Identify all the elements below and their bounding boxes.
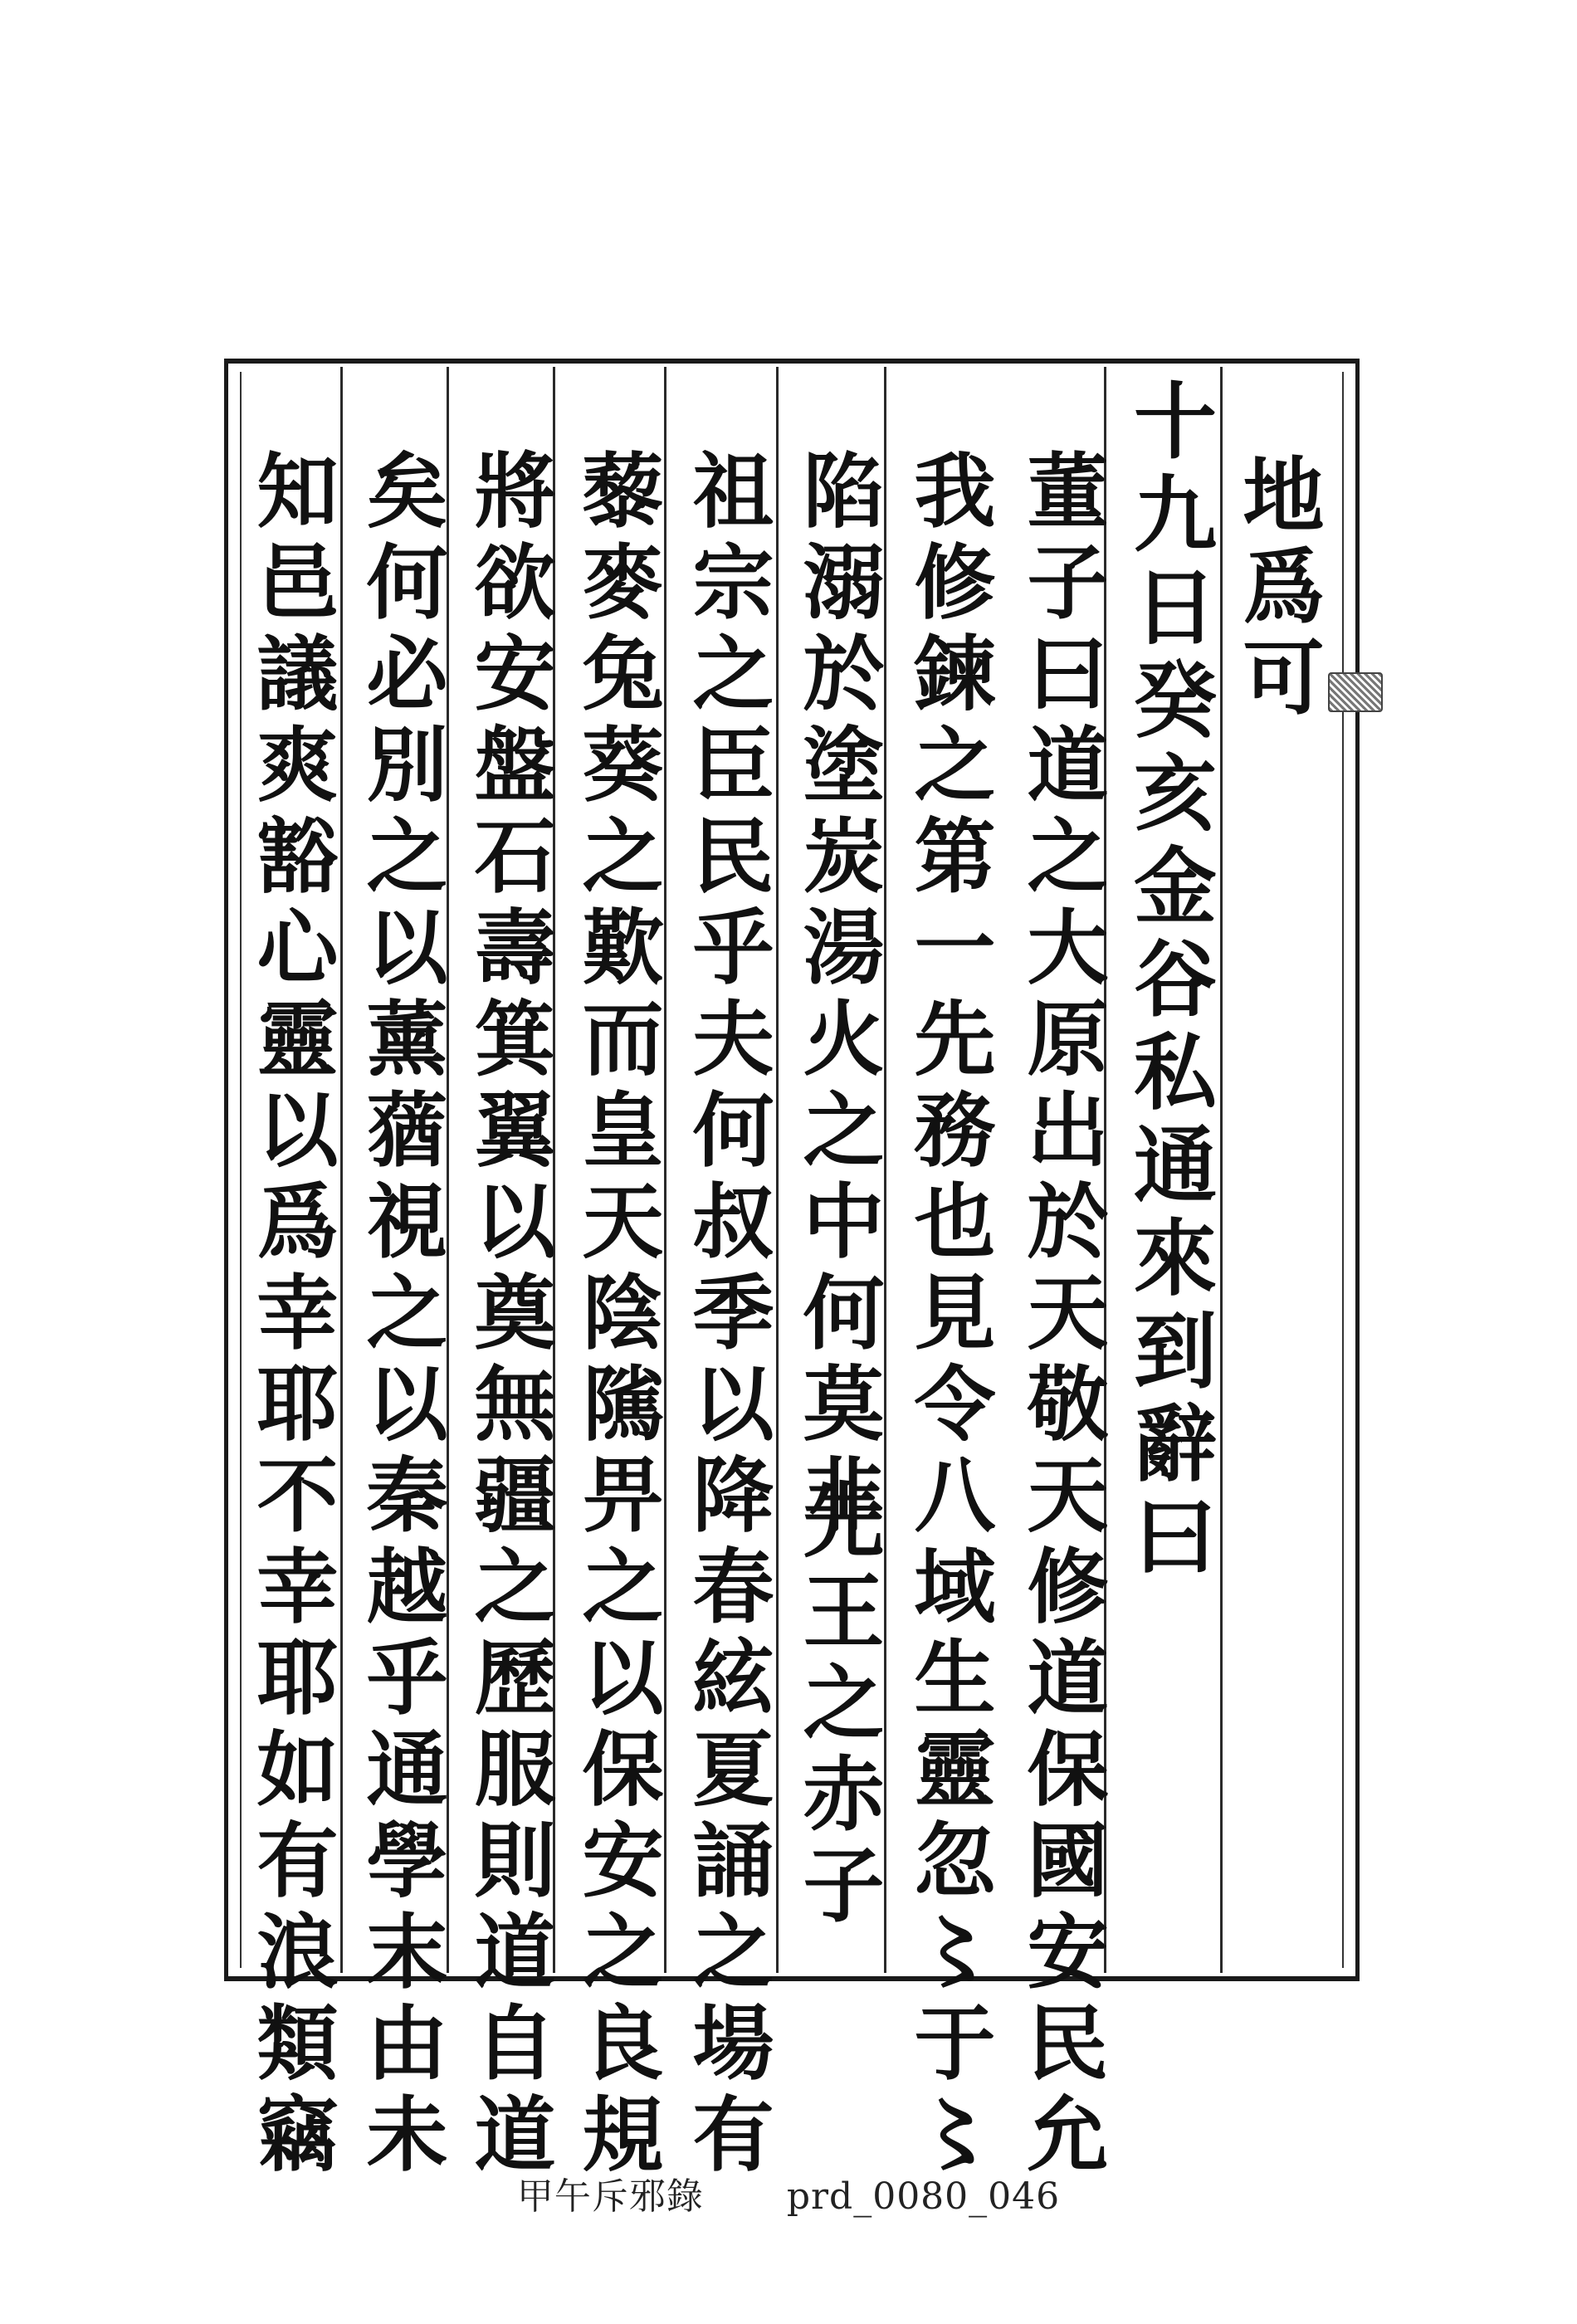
column-rule bbox=[776, 367, 779, 1973]
text-column-6: 祖宗之臣民乎夫何叔季以降春絃夏誦之場有 bbox=[679, 448, 774, 2183]
column-rule bbox=[340, 367, 343, 1973]
text-column-3: 董子曰道之大原出於天敬天修道保國安民允 bbox=[1013, 448, 1109, 2183]
text-column-1: 地爲可 bbox=[1229, 452, 1325, 726]
text-column-2: 十九日癸亥金谷私通來到辭曰 bbox=[1120, 378, 1218, 1586]
frame-inner-line-right bbox=[1342, 372, 1344, 1968]
text-column-5-elevated: 先王之赤子 bbox=[789, 1477, 885, 1934]
page-footer bbox=[0, 2166, 1577, 2219]
text-column-8: 將欲安盤石壽箕翼以奠無疆之歷服則道自道 bbox=[461, 448, 556, 2183]
text-column-5: 陷溺於塗炭湯火之中何莫非 bbox=[789, 448, 885, 1544]
page-identifier: prd_0080_046 bbox=[786, 2175, 1061, 2218]
text-column-4: 我修鍊之第一先務也見令八域生靈忽〻于〻 bbox=[901, 448, 996, 2183]
column-rule bbox=[1220, 367, 1223, 1973]
text-column-7: 藜麥兔葵之歎而皇天陰隲畀之以保安之良規 bbox=[569, 448, 664, 2183]
book-title: 甲午斥邪錄 bbox=[516, 2175, 704, 2218]
edge-stamp-mark bbox=[1328, 672, 1383, 712]
text-column-9: 矣何必別之以薰蕕視之以秦越乎通學末由未 bbox=[353, 448, 448, 2183]
text-column-10: 知邑議爽豁心靈以爲幸耶不幸耶如有浪類竊 bbox=[243, 448, 339, 2183]
